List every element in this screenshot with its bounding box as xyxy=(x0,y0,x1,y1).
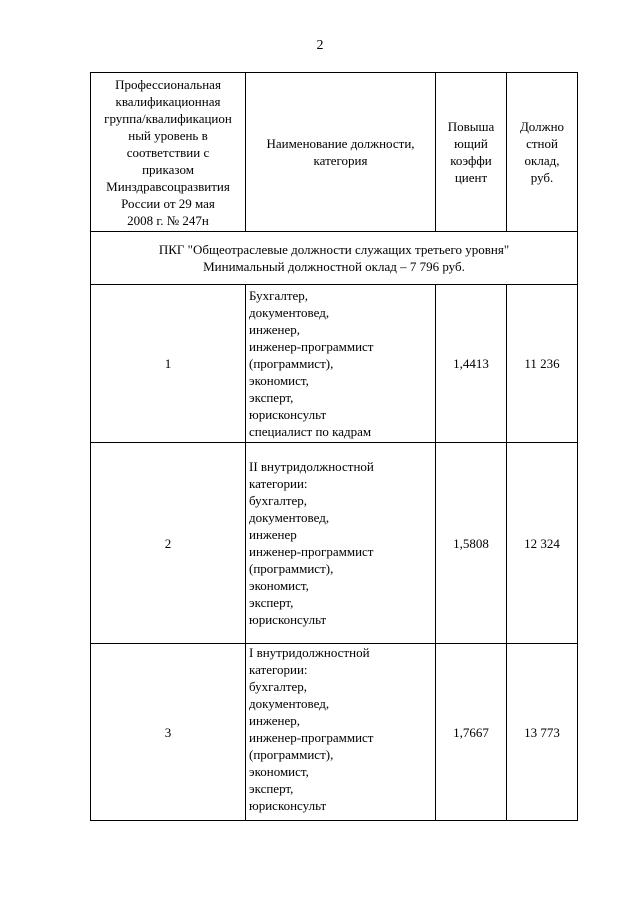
header-qualification-group: Профессиональная квалификационная группа/квалификацион ный уровень в соответствии с приказом Минздравсоцразвития России от 29 мая 2008 г. № 247н xyxy=(91,73,246,232)
salary-table xyxy=(90,72,578,821)
row-level: 3 xyxy=(91,644,246,821)
row-level: 2 xyxy=(91,443,246,644)
header-coefficient: Повыша ющий коэффи циент xyxy=(436,73,507,232)
table-row xyxy=(91,644,578,821)
row-coefficient: 1,5808 xyxy=(436,443,507,644)
row-salary: 11 236 xyxy=(507,285,578,443)
table-header-row xyxy=(91,73,578,232)
row-level: 1 xyxy=(91,285,246,443)
row-coefficient: 1,4413 xyxy=(436,285,507,443)
header-position-name: Наименование должности, категория xyxy=(246,73,436,232)
row-positions: Бухгалтер, документовед, инженер, инженер-программист (программист), экономист, эксперт, юрисконсульт специалист по кадрам xyxy=(246,285,436,443)
row-coefficient: 1,7667 xyxy=(436,644,507,821)
group-min-salary: Минимальный должностной оклад – 7 796 руб. xyxy=(203,259,465,274)
group-heading xyxy=(91,232,578,285)
group-row xyxy=(91,232,578,285)
row-positions: II внутридолжностной категории: бухгалтер, документовед, инженер инженер-программист (программист), экономист, эксперт, юрисконсульт xyxy=(246,443,436,644)
header-salary: Должно стной оклад, руб. xyxy=(507,73,578,232)
row-salary: 12 324 xyxy=(507,443,578,644)
table-row xyxy=(91,285,578,443)
row-salary: 13 773 xyxy=(507,644,578,821)
page-number: 2 xyxy=(316,38,324,53)
row-positions: I внутридолжностной категории: бухгалтер, документовед, инженер, инженер-программист (программист), экономист, эксперт, юрисконсульт xyxy=(246,644,436,821)
group-title: ПКГ "Общеотраслевые должности служащих третьего уровня" xyxy=(158,242,510,257)
table-row xyxy=(91,443,578,644)
